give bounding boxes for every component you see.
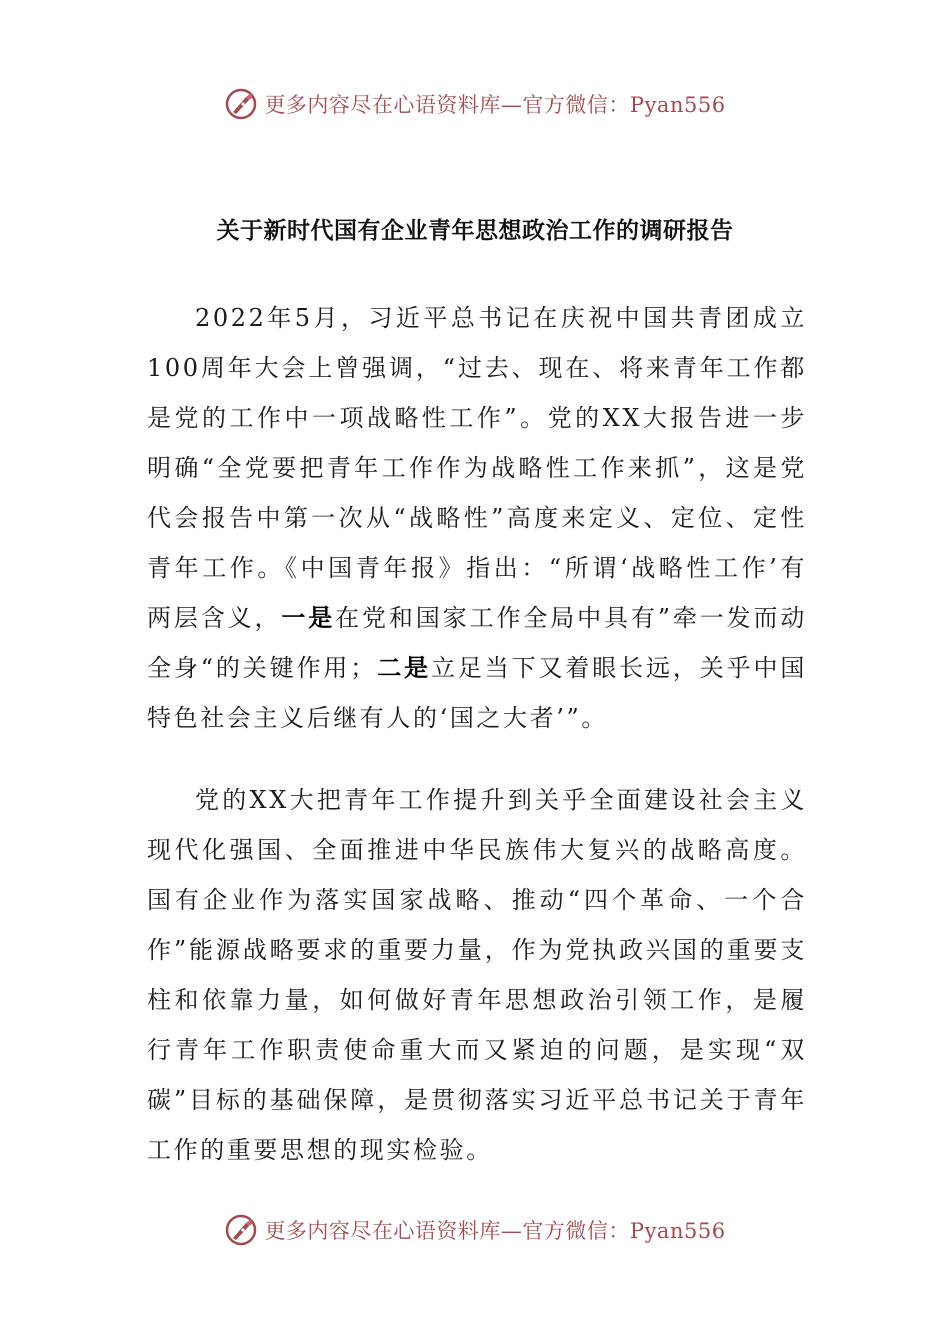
footer-watermark (0, 1210, 950, 1250)
paragraph-1-text-a: 2022年5月，习近平总书记在庆祝中国共青团成立100周年大会上曾强调，“过去、现在、将来青年工作都是党的工作中一项战略性工作”。党的XX大报告进一步明确“全党要把青年工作作为战略性工作来抓”，这是党代会报告中第一次从“战略性”高度来定义、定位、定性青年工作。《中国青年报》指出：“所谓‘战略性工作’有两层含义， (147, 304, 807, 632)
paragraph-2: 党的XX大把青年工作提升到关乎全面建设社会主义现代化强国、全面推进中华民族伟大复兴的战略高度。国有企业作为落实国家战略、推动“四个革命、一个合作”能源战略要求的重要力量，作为党执政兴国的重要支柱和依靠力量，如何做好青年思想政治引领工作，是履行青年工作职责使命重大而又紧迫的问题，是实现“双碳”目标的基础保障，是贯彻落实习近平总书记关于青年工作的重要思想的现实检验。 (147, 786, 807, 1164)
paragraph-1 (147, 293, 807, 743)
pen-nib-circle-icon (224, 87, 258, 121)
paragraph-1-emphasis-1: 一是 (281, 603, 336, 632)
document-title: 关于新时代国有企业青年思想政治工作的调研报告 (216, 218, 734, 244)
paragraph-1-text-c: 立足当下又着眼长远，关乎中国特色社会主义后继有人的‘国之大者’”。 (147, 654, 808, 732)
paragraph-1-emphasis-2: 二是 (376, 653, 431, 682)
header-watermark (0, 84, 950, 124)
watermark-text: 更多内容尽在心语资料库—官方微信：Pyan556 (264, 1219, 726, 1243)
watermark-text: 更多内容尽在心语资料库—官方微信：Pyan556 (264, 93, 726, 117)
paragraph-1-text-b: 在党和国家工作全局中具有”牵一发而动全身“的关键作用； (147, 604, 807, 682)
pen-nib-circle-icon (224, 1213, 258, 1247)
